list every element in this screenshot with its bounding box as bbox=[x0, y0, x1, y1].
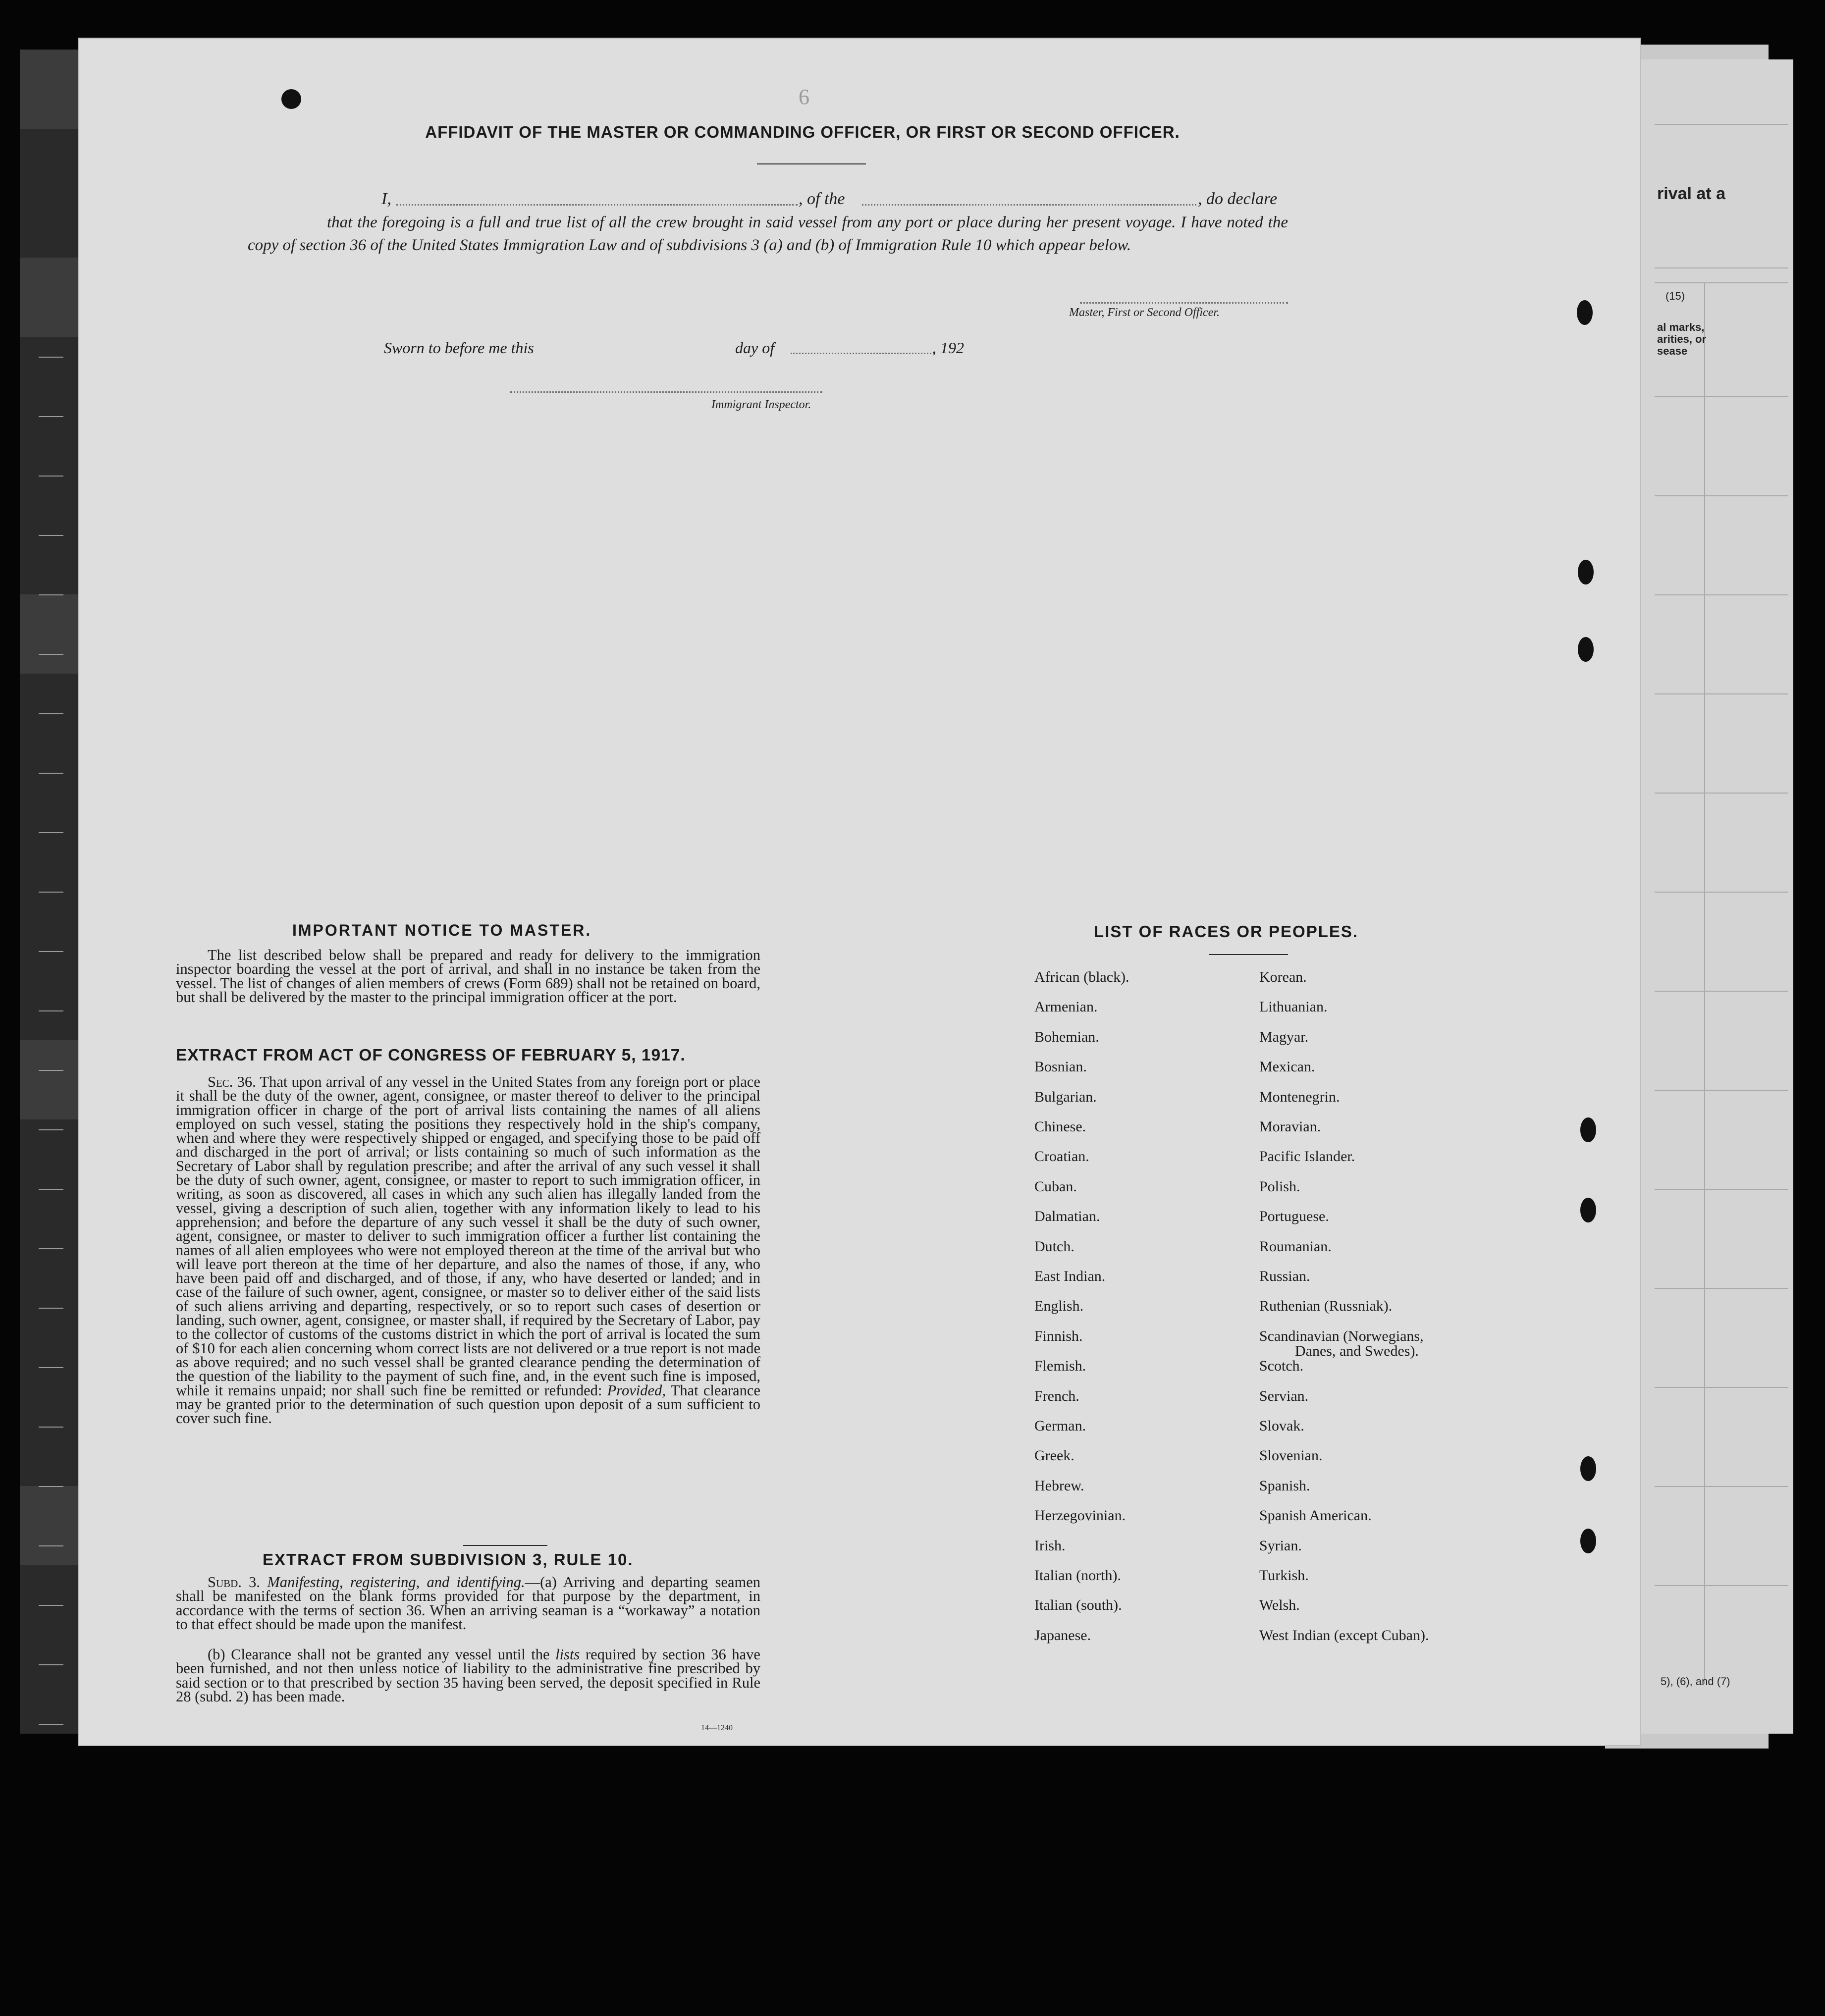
back-sheet-grid-line bbox=[1655, 1387, 1788, 1388]
race-item: Bohemian. bbox=[1034, 1028, 1099, 1045]
punch-hole bbox=[1580, 1117, 1596, 1142]
document-page bbox=[79, 39, 1640, 1745]
race-item: Magyar. bbox=[1259, 1028, 1309, 1045]
page-mark: 6 bbox=[799, 85, 809, 109]
ruler-tick bbox=[39, 1486, 63, 1487]
race-item: Roumanian. bbox=[1259, 1238, 1332, 1255]
back-sheet-grid-line bbox=[1655, 1288, 1788, 1289]
race-item: Servian. bbox=[1259, 1387, 1309, 1404]
back-sheet-column-text: sease bbox=[1657, 345, 1688, 357]
races-title-rule bbox=[1209, 954, 1288, 955]
day-of-label: day of bbox=[735, 339, 775, 357]
ruler-tick bbox=[39, 416, 63, 417]
race-item: Hebrew. bbox=[1034, 1477, 1084, 1494]
master-signature-line bbox=[1080, 302, 1288, 304]
ruler-tick bbox=[39, 713, 63, 714]
race-item: Spanish. bbox=[1259, 1477, 1310, 1494]
race-item: Greek. bbox=[1034, 1447, 1074, 1464]
ruler-tick bbox=[39, 1605, 63, 1606]
inspector-label: Immigrant Inspector. bbox=[711, 398, 811, 411]
race-item: German. bbox=[1034, 1418, 1086, 1434]
back-sheet-grid-line bbox=[1655, 396, 1788, 397]
race-item: Finnish. bbox=[1034, 1327, 1083, 1344]
races-title: LIST OF RACES OR PEOPLES. bbox=[1094, 922, 1359, 941]
race-item: Flemish. bbox=[1034, 1358, 1086, 1375]
race-item: Herzegovinian. bbox=[1034, 1507, 1126, 1524]
back-sheet-grid-line bbox=[1655, 793, 1788, 794]
race-item: Montenegrin. bbox=[1259, 1088, 1340, 1105]
do-declare-label: , do declare bbox=[1198, 190, 1278, 208]
rule-extract-title: EXTRACT FROM SUBDIVISION 3, RULE 10. bbox=[263, 1550, 634, 1569]
back-sheet-grid-line bbox=[1655, 495, 1788, 496]
ruler-tick bbox=[39, 357, 63, 358]
title-rule bbox=[757, 163, 866, 164]
month-fill-line bbox=[791, 353, 934, 354]
race-item: Russian. bbox=[1259, 1268, 1310, 1284]
ruler-tick bbox=[39, 1545, 63, 1546]
ruler-tick bbox=[39, 1189, 63, 1190]
race-item: Slovenian. bbox=[1259, 1447, 1323, 1464]
race-item: Mexican. bbox=[1259, 1059, 1315, 1075]
back-sheet-grid-line bbox=[1655, 991, 1788, 992]
punch-hole bbox=[1578, 560, 1594, 584]
subd-heading: Manifesting, registering, and identifying. bbox=[267, 1574, 525, 1591]
race-item: Portuguese. bbox=[1259, 1208, 1329, 1225]
race-item: Italian (north). bbox=[1034, 1567, 1121, 1584]
race-item: Moravian. bbox=[1259, 1118, 1321, 1135]
i-label: I, bbox=[381, 190, 391, 208]
back-sheet-column-number: (15) bbox=[1665, 290, 1685, 302]
race-item: Croatian. bbox=[1034, 1148, 1089, 1165]
race-item: Scandinavian (Norwegians, bbox=[1259, 1327, 1424, 1344]
vessel-fill-line bbox=[862, 204, 1196, 206]
race-item: Polish. bbox=[1259, 1178, 1300, 1195]
ruler-tick bbox=[39, 1367, 63, 1368]
ruler-tick bbox=[39, 951, 63, 952]
act-body-part1: That upon arrival of any vessel in the United States from any foreign port or place it shall be the duty of the owner, agent, consignee, or master thereof to deliver to the principal immigration officer in charge of the port of arrival lists containing the names of all aliens employed on such vessel, stating the positions they respectively hold in the ship's company, when and where they were respectively shipped or engaged, and specifying those to be paid off and discharged in the port of arrival; or lists containing so much of such information as the Secretary of Labor shall by regulation prescribe; and after the arrival of any such vessel it shall be the duty of such owner, agent, consignee, or master to report to such immigration officer, in writing, as soon as discovered, all cases in which any such alien has illegally landed from the vessel, giving a description of such alien, together with any information likely to lead to his apprehension; and before the departure of any such vessel it shall be the duty of such owner, agent, consignee, or master to deliver to such immigration officer a further list containing the names of all alien employees who were not employed thereon at the time of the arrival but who will leave port thereon at the time of her departure, and also the names of those, if any, who have been paid off and discharged, and of those, if any, who have deserted or landed; and in case of the failure of such owner, agent, consignee, or master so to deliver either of the said lists of such aliens arriving and departing, respectively, or so to report such cases of desertion or landing, such owner, agent, consignee, or master shall, if required by the Secretary of Labor, pay to the collector of customs of the customs district in which the port of arrival is located the sum of $10 for each alien concerning whom correct lists are not delivered or a true report is not made as above required; and no such vessel shall be granted clearance pending the determination of the question of the liability to the payment of such fine, and, in the event such fine is imposed, while it remains unpaid; nor shall such fine be remitted or refunded: bbox=[176, 1073, 760, 1399]
section-label: Sec. 36. bbox=[208, 1073, 256, 1090]
ruler-tick bbox=[39, 1129, 63, 1130]
race-item: Scotch. bbox=[1259, 1358, 1304, 1375]
race-item: Pacific Islander. bbox=[1259, 1148, 1355, 1165]
back-sheet-column-rule bbox=[1704, 282, 1705, 1684]
act-body-part2: That clearance may be granted prior to the determination of such question upon deposit of a sum sufficient to cover such fine. bbox=[176, 1381, 761, 1427]
para-b-part1: Clearance shall not be granted any vessel until the bbox=[225, 1646, 556, 1663]
ruler-tick bbox=[39, 1724, 63, 1725]
race-item: Italian (south). bbox=[1034, 1597, 1122, 1614]
back-sheet-grid-line bbox=[1655, 1189, 1788, 1190]
back-sheet-bottom-text: 5), (6), and (7) bbox=[1661, 1675, 1730, 1688]
race-item: Turkish. bbox=[1259, 1567, 1309, 1584]
race-item: Bosnian. bbox=[1034, 1059, 1087, 1075]
back-sheet-grid-line bbox=[1655, 892, 1788, 893]
sworn-label: Sworn to before me this bbox=[384, 339, 534, 357]
race-item: Korean. bbox=[1259, 969, 1307, 985]
form-code: 14—1240 bbox=[701, 1724, 733, 1732]
ruler-tick bbox=[39, 1308, 63, 1309]
race-item: French. bbox=[1034, 1387, 1079, 1404]
back-sheet-column-text: al marks, bbox=[1657, 321, 1705, 333]
punch-hole bbox=[1577, 300, 1593, 325]
back-sheet-grid-line bbox=[1655, 594, 1788, 595]
of-the-label: , of the bbox=[799, 190, 845, 208]
name-fill-line bbox=[396, 204, 798, 206]
race-item: East Indian. bbox=[1034, 1268, 1106, 1284]
affidavit-title: AFFIDAVIT OF THE MASTER OR COMMANDING OFFICER, OR FIRST OR SECOND OFFICER. bbox=[425, 123, 1180, 141]
race-item: African (black). bbox=[1034, 969, 1129, 985]
ruler-tick bbox=[39, 773, 63, 774]
back-sheet-2 bbox=[1635, 59, 1793, 1734]
declaration-text: that the foregoing is a full and true list of all the crew brought in said vessel from any port or place during her present voyage. I have noted the copy of section 36 of the United States Immigration Law and of subdivisions 3 (a) and (b) of Immigration Rule 10 which appear below. bbox=[248, 213, 1288, 254]
para-a-prefix: —(a) bbox=[525, 1574, 557, 1591]
race-item: Japanese. bbox=[1034, 1627, 1091, 1644]
act-extract-body bbox=[176, 1075, 760, 1425]
para-b-lists: lists bbox=[555, 1646, 580, 1663]
punch-hole bbox=[1578, 637, 1594, 662]
master-signature-label: Master, First or Second Officer. bbox=[1069, 306, 1220, 319]
act-extract-title: EXTRACT FROM ACT OF CONGRESS OF FEBRUARY 5, 1917. bbox=[176, 1046, 686, 1064]
notice-body: The list described below shall be prepared and ready for delivery to the immigration inspector boarding the vessel at the port of arrival, and shall in no instance be taken from the vessel. The list of changes of alien members of crews (Form 689) shall not be retained on board, but shall be delivered by the master to the principal immigration officer at the port. bbox=[176, 947, 760, 1006]
race-item: Lithuanian. bbox=[1259, 999, 1328, 1015]
race-item: English. bbox=[1034, 1298, 1084, 1315]
race-item: Dutch. bbox=[1034, 1238, 1074, 1255]
notice-title: IMPORTANT NOTICE TO MASTER. bbox=[292, 921, 592, 939]
ruler-tick bbox=[39, 1070, 63, 1071]
back-sheet-rule bbox=[1655, 267, 1788, 268]
ruler-tick bbox=[39, 1248, 63, 1249]
year-label: , 192 bbox=[932, 339, 964, 357]
rule-para-a bbox=[176, 1575, 760, 1631]
ruler-tick bbox=[39, 1664, 63, 1665]
ruler-tick bbox=[39, 892, 63, 893]
race-item: Bulgarian. bbox=[1034, 1088, 1097, 1105]
race-item: Welsh. bbox=[1259, 1597, 1300, 1614]
para-b-part2: required by section 36 have been furnished, and not then unless notice of liability to the administrative fine prescribed by said section or to that prescribed by section 35 having been served, the deposit specified in Rule 28 (subd. 2) has been made. bbox=[176, 1646, 760, 1705]
back-sheet-grid-line bbox=[1655, 1090, 1788, 1091]
back-sheet-grid-line bbox=[1655, 1585, 1788, 1586]
ruler-tick bbox=[39, 1010, 63, 1011]
ruler-tick bbox=[39, 594, 63, 595]
back-sheet-arrival-text: rival at a bbox=[1657, 184, 1725, 203]
ruler-tick bbox=[39, 1427, 63, 1428]
inspector-signature-line bbox=[510, 391, 822, 393]
back-sheet-dotted-line bbox=[1655, 124, 1788, 125]
race-item: West Indian (except Cuban). bbox=[1259, 1627, 1429, 1644]
para-a-text: Arriving and departing seamen shall be manifested on the blank forms provided for that purpose by the department, in accordance with the terms of section 36. When an arriving seaman is a “workaway” a notation to that effect should be made upon the manifest. bbox=[176, 1574, 760, 1633]
ruler-tick bbox=[39, 654, 63, 655]
punch-hole bbox=[1580, 1529, 1596, 1553]
race-item: Chinese. bbox=[1034, 1118, 1086, 1135]
race-item: Spanish American. bbox=[1259, 1507, 1372, 1524]
race-item: Armenian. bbox=[1034, 999, 1098, 1015]
race-item: Danes, and Swedes). bbox=[1295, 1342, 1419, 1359]
act-extract-rule bbox=[463, 1545, 547, 1546]
subd-label: Subd. 3. bbox=[208, 1574, 261, 1591]
race-item: Irish. bbox=[1034, 1537, 1066, 1554]
race-item: Syrian. bbox=[1259, 1537, 1302, 1554]
rule-para-b bbox=[176, 1647, 760, 1703]
ruler-tick bbox=[39, 476, 63, 477]
back-sheet-grid-line bbox=[1655, 1486, 1788, 1487]
ruler-tick bbox=[39, 832, 63, 833]
ruler-tick bbox=[39, 535, 63, 536]
punch-hole bbox=[1580, 1198, 1596, 1222]
back-sheet-rule bbox=[1655, 282, 1788, 283]
back-sheet-grid-line bbox=[1655, 693, 1788, 694]
race-item: Slovak. bbox=[1259, 1418, 1304, 1434]
punch-hole bbox=[1580, 1456, 1596, 1481]
race-item: Ruthenian (Russniak). bbox=[1259, 1298, 1393, 1315]
race-item: Cuban. bbox=[1034, 1178, 1077, 1195]
provided-word: Provided, bbox=[607, 1381, 666, 1399]
back-sheet-column-text: arities, or bbox=[1657, 333, 1707, 345]
race-item: Dalmatian. bbox=[1034, 1208, 1100, 1225]
para-b-prefix: (b) bbox=[208, 1646, 225, 1663]
punch-hole bbox=[281, 89, 301, 109]
